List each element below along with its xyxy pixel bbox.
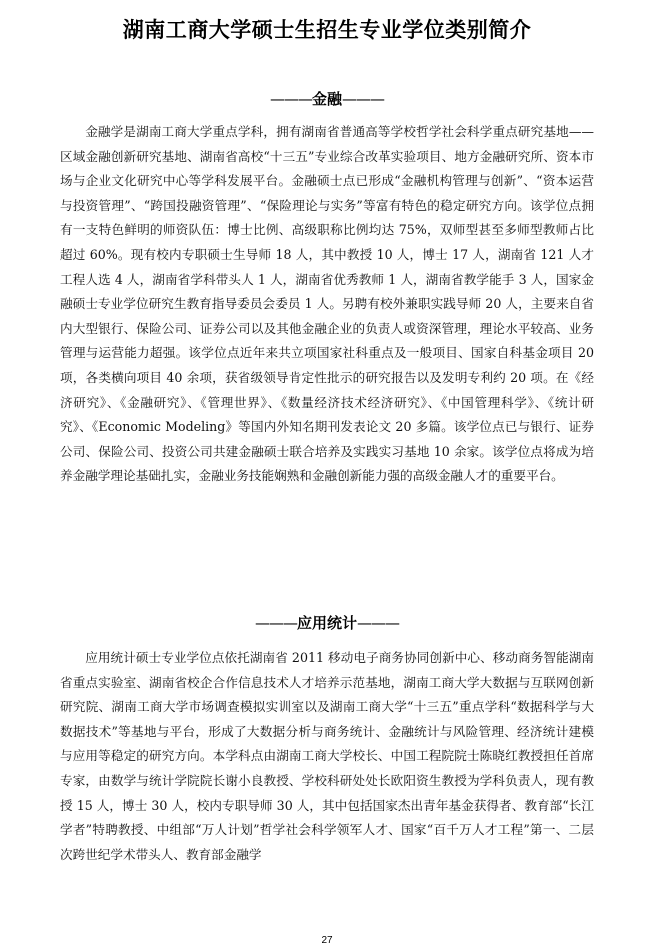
heading-dash-right: ——— <box>357 614 399 632</box>
section-heading-text: 金融 <box>311 90 342 108</box>
heading-dash-right: ——— <box>342 90 384 108</box>
page-number: 27 <box>321 935 333 946</box>
section-heading-applied-statistics <box>0 612 654 633</box>
section-heading-text: 应用统计 <box>296 614 357 632</box>
heading-dash-left: ——— <box>269 90 312 108</box>
section-paragraph-applied-statistics: 应用统计硕士专业学位点依托湖南省 2011 移动电子商务协同创新中心、移动商务智能湖南省重点实验室、湖南省校企合作信息技术人才培养示范基地，湖南工商大学大数据与互联网创新研究院、湖南工商大学市场调查模拟实训室以及湖南工商大学“十三五”重点学科“数据科学与大数据技术”等基地与平台，形成了大数据分析与商务统计、金融统计与风险管理、经济统计建模与应用等稳定的研究方向。本学科点由湖南工商大学校长、中国工程院院士陈晓红教授担任首席专家，由数学与统计学院院长谢小良教授、学校科研处处长欧阳资生教授为学科负责人，现有教授 15 人，博士 30 人，校内专职导师 30 人，其中包括国家杰出青年基金获得者、教育部“长江学者”特聘教授、中组部“万人计划”哲学社会科学领军人才、国家“百千万人才工程”第一、二层次跨世纪学术带头人、教育部金融学 <box>60 650 594 862</box>
section-paragraph-finance: 金融学是湖南工商大学重点学科，拥有湖南省普通高等学校哲学社会科学重点研究基地——区域金融创新研究基地、湖南省高校“十三五”专业综合改革实验项目、地方金融研究所、资本市场与企业文化研究中心等学科发展平台。金融硕士点已形成“金融机构管理与创新”、“资本运营与投资管理”、“跨国投融资管理”、“保险理论与实务”等富有特色的稳定研究方向。该学位点拥有一支特色鲜明的师资队伍：博士比例、高级职称比例均达 75%，双师型甚至多师型教师占比超过 60%。现有校内专职硕士生导师 18 人，其中教授 10 人，博士 17 人，湖南省 121 人才工程人选 4 人，湖南省学科带头人 1 人，湖南省优秀教师 1 人，湖南省教学能手 3 人，国家金融硕士专业学位研究生教育指导委员会委员 1 人。另聘有校外兼职实践导师 20 人，主要来自省内大型银行、保险公司、证券公司以及其他金融企业的负责人或资深管理，理论水平较高、业务管理与运营能力超强。该学位点近年来共立项国家社科重点及一般项目、国家自科基金项目 20 项，各类横向项目 40 余项，获省级领导肯定性批示的研究报告以及发明专利约 20 项。在《经济研究》、《金融研究》、《管理世界》、《数量经济技术经济研究》、《中国管理科学》、《统计研究》、《Economic Modeling》等国内外知名期刊发表论文 20 多篇。该学位点已与银行、证券公司、保险公司、投资公司共建金融硕士联合培养及实践实习基地 10 余家。该学位点将成为培养金融学理论基础扎实，金融业务技能娴熟和金融创新能力强的高级金融人才的重要平台。 <box>60 124 594 484</box>
heading-dash-left: ——— <box>254 614 297 632</box>
section-heading-finance <box>0 88 654 109</box>
document-title: 湖南工商大学硕士生招生专业学位类别简介 <box>122 18 532 42</box>
